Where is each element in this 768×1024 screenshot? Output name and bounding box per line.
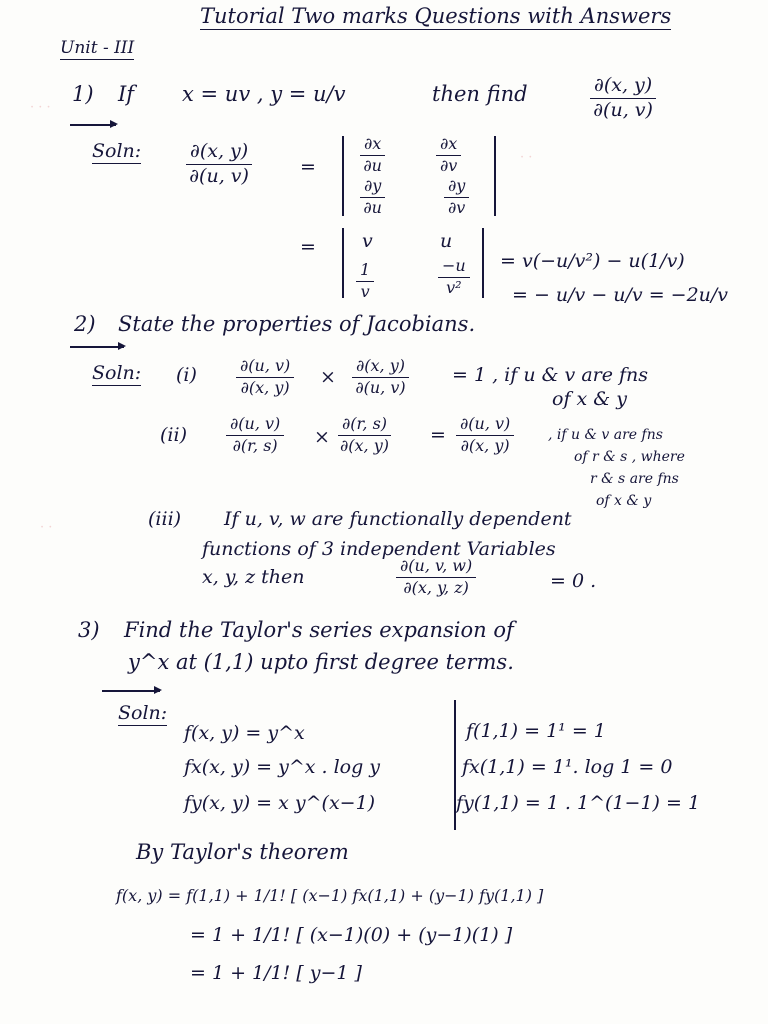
- determinant-expansion: = v(−u/v²) − u(1/v): [500, 250, 685, 272]
- property-2-condition: , if u & v are fns: [548, 427, 663, 443]
- question-2-number: 2): [74, 312, 96, 336]
- property-3-line-1: If u, v, w are functionally dependent: [224, 508, 572, 530]
- taylor-substitution: = 1 + 1/1! [ (x−1)(0) + (y−1)(1) ]: [190, 924, 513, 946]
- question-2-text: State the properties of Jacobians.: [118, 312, 476, 336]
- arrow-icon: [102, 690, 160, 692]
- times-sign: ×: [314, 426, 330, 448]
- entry-minus-u-over-v2: $\frac{-u}{\text{v²}}$: [438, 258, 470, 297]
- arrow-icon: [70, 124, 116, 126]
- property-3-line-2: functions of 3 independent Variables: [202, 538, 556, 560]
- property-2-condition-cont: of r & s , where: [574, 449, 685, 465]
- property-1-label: (i): [176, 364, 197, 386]
- partial-fy: fy(x, y) = x y^(x−1): [184, 792, 376, 814]
- jacobian-uv-xy: $\frac{\partial(u, v)}{\partial(x, y)}$: [456, 416, 514, 455]
- entry-one-over-v: $\frac{1}{v}$: [356, 262, 374, 301]
- partial-x-u: $\frac{\partial x}{\partial u}$: [360, 136, 385, 175]
- function-definition: f(x, y) = y^x: [184, 722, 305, 744]
- taylor-expansion: f(x, y) = f(1,1) + 1/1! [ (x−1) fx(1,1) + (y−1) fy(1,1) ]: [116, 886, 544, 905]
- determinant-bar-left: [342, 228, 344, 298]
- jacobian-uv-xy: $\frac{\partial(u, v)}{\partial(x, y)}$: [236, 358, 294, 397]
- determinant-bar-right: [482, 228, 484, 298]
- equals-sign: =: [430, 424, 446, 446]
- question-1-target-jacobian: $\frac{\partial(x, y)}{\partial(u, v)}$: [590, 76, 656, 121]
- soln-label: Soln:: [92, 140, 142, 162]
- equals-sign: =: [300, 156, 316, 178]
- property-2-condition-cont: of x & y: [596, 493, 652, 509]
- fx-at-1-1: fx(1,1) = 1¹. log 1 = 0: [462, 756, 673, 778]
- question-3-line-1: Find the Taylor's series expansion of: [124, 618, 514, 642]
- page-title: Tutorial Two marks Questions with Answers: [200, 4, 672, 28]
- fy-at-1-1: fy(1,1) = 1 . 1^(1−1) = 1: [456, 792, 701, 814]
- question-1-then: then find: [432, 82, 528, 106]
- property-2-label: (ii): [160, 424, 187, 446]
- property-2-condition-cont: r & s are fns: [590, 471, 679, 487]
- partial-y-v: $\frac{\partial y}{\partial v}$: [444, 178, 469, 217]
- question-3-line-2: y^x at (1,1) upto first degree terms.: [128, 650, 514, 674]
- determinant-bar-right: [494, 136, 496, 216]
- jacobian-xy-uv: $\frac{\partial(x, y)}{\partial(u, v)}$: [352, 358, 409, 397]
- property-3-label: (iii): [148, 508, 182, 530]
- determinant-bar-left: [342, 136, 344, 216]
- property-1-condition: = 1 , if u & v are fns: [452, 364, 649, 386]
- jacobian-uvw-xyz: $\frac{\partial(u, v, w)}{\partial(x, y, z)}$: [396, 558, 476, 597]
- jacobian-rs-xy: $\frac{\partial(r, s)}{\partial(x, y)}$: [338, 416, 391, 455]
- property-3-line-3: x, y, z then: [202, 566, 305, 588]
- unit-heading: Unit - III: [60, 38, 135, 58]
- partial-x-v: $\frac{\partial x}{\partial v}$: [436, 136, 461, 175]
- equals-sign: =: [300, 236, 316, 258]
- arrow-icon: [70, 346, 124, 348]
- question-1-equations: x = uv , y = u/v: [182, 82, 346, 106]
- equals-zero: = 0 .: [550, 570, 597, 592]
- question-1-number: 1): [72, 82, 94, 106]
- question-1-if: If: [118, 82, 135, 106]
- times-sign: ×: [320, 366, 336, 388]
- taylor-result: = 1 + 1/1! [ y−1 ]: [190, 962, 362, 984]
- entry-u: u: [440, 230, 453, 252]
- jacobian-lhs: $\frac{\partial(x, y)}{\partial(u, v)}$: [186, 142, 252, 187]
- f-at-1-1: f(1,1) = 1¹ = 1: [466, 720, 606, 742]
- question-3-number: 3): [78, 618, 100, 642]
- soln-label: Soln:: [92, 362, 142, 384]
- bleed-through-mark: · ·: [520, 150, 533, 165]
- jacobian-uv-rs: $\frac{\partial(u, v)}{\partial(r, s)}$: [226, 416, 284, 455]
- entry-v: v: [362, 230, 373, 252]
- bleed-through-mark: · ·: [40, 520, 53, 535]
- partial-y-u: $\frac{\partial y}{\partial u}$: [360, 178, 385, 217]
- soln-label: Soln:: [118, 702, 168, 724]
- property-1-condition-cont: of x & y: [552, 388, 627, 410]
- by-taylor-heading: By Taylor's theorem: [136, 840, 349, 864]
- partial-fx: fx(x, y) = y^x . log y: [184, 756, 381, 778]
- q1-final-result: = − u/v − u/v = −2u/v: [512, 284, 729, 306]
- bleed-through-mark: · · ·: [30, 100, 51, 115]
